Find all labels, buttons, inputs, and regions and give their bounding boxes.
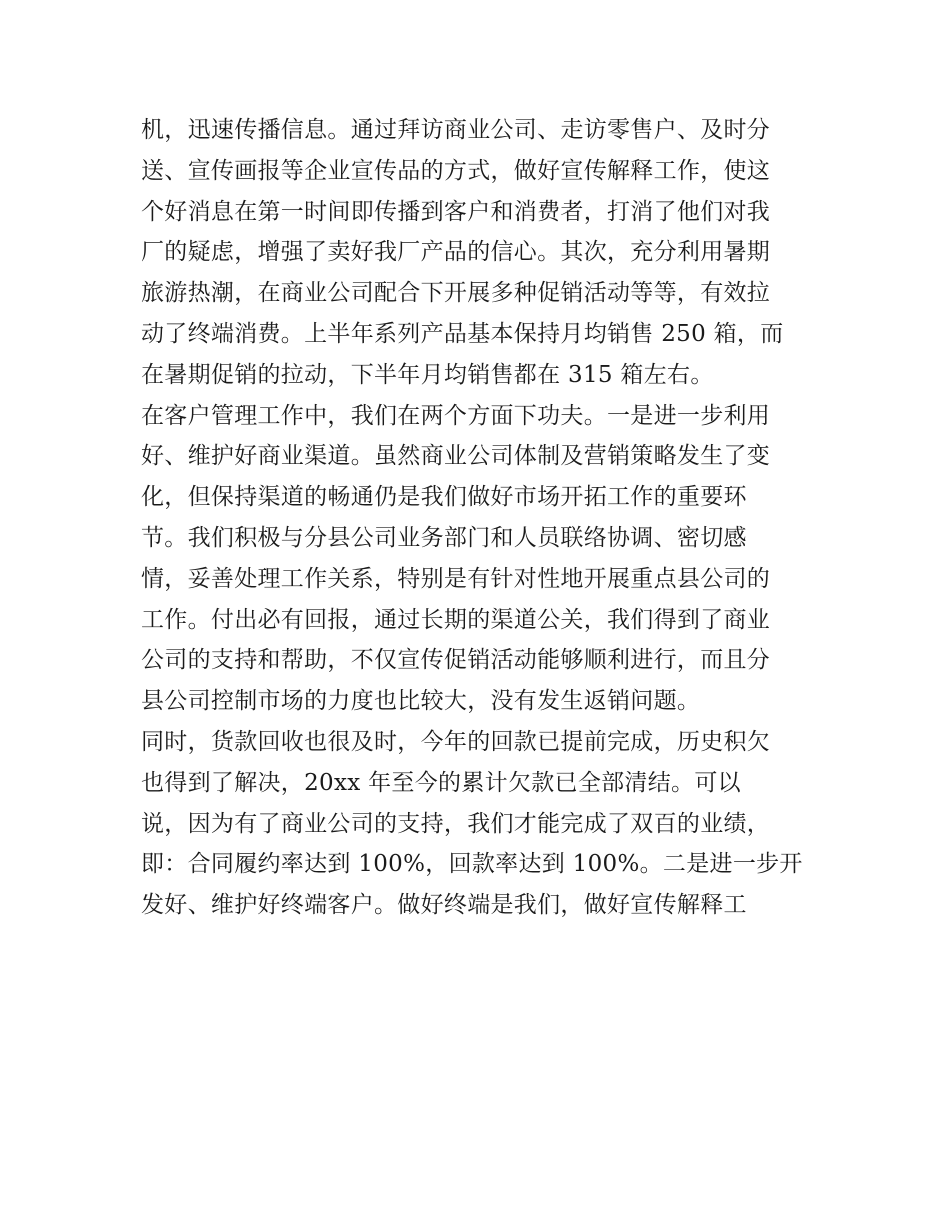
text-line: 情，妥善处理工作关系，特别是有针对性地开展重点县公司的 xyxy=(141,565,771,592)
text-line: 也得到了解决，20xx 年至今的累计欠款已全部清结。可以 xyxy=(141,769,741,796)
text-line: 好、维护好商业渠道。虽然商业公司体制及营销策略发生了变 xyxy=(141,443,771,470)
text-line: 发好、维护好终端客户。做好终端是我们，做好宣传解释工 xyxy=(141,892,747,919)
text-line: 化，但保持渠道的畅通仍是我们做好市场开拓工作的重要环 xyxy=(141,484,747,511)
text-line: 个好消息在第一时间即传播到客户和消费者，打消了他们对我 xyxy=(141,198,771,225)
text-line: 送、宣传画报等企业宣传品的方式，做好宣传解释工作，使这 xyxy=(141,157,771,184)
text-line: 在暑期促销的拉动，下半年月均销售都在 315 箱左右。 xyxy=(141,361,714,388)
text-line: 县公司控制市场的力度也比较大，没有发生返销问题。 xyxy=(141,688,701,715)
body-text xyxy=(141,110,821,926)
text-line: 厂的疑虑，增强了卖好我厂产品的信心。其次，充分利用暑期 xyxy=(141,239,771,266)
text-line: 工作。付出必有回报，通过长期的渠道公关，我们得到了商业 xyxy=(141,606,771,633)
text-line: 机，迅速传播信息。通过拜访商业公司、走访零售户、及时分 xyxy=(141,117,771,143)
text-line: 公司的支持和帮助，不仅宣传促销活动能够顺利进行，而且分 xyxy=(141,647,771,674)
text-line: 即：合同履约率达到 100%，回款率达到 100%。二是进一步开 xyxy=(141,851,803,878)
text-line: 说，因为有了商业公司的支持，我们才能完成了双百的业绩， xyxy=(141,810,771,837)
text-line: 旅游热潮，在商业公司配合下开展多种促销活动等等，有效拉 xyxy=(141,280,771,307)
text-line: 动了终端消费。上半年系列产品基本保持月均销售 250 箱，而 xyxy=(141,320,784,347)
text-line: 同时，货款回收也很及时，今年的回款已提前完成，历史积欠 xyxy=(141,728,771,755)
text-line: 节。我们积极与分县公司业务部门和人员联络协调、密切感 xyxy=(141,524,747,551)
text-line: 在客户管理工作中，我们在两个方面下功夫。一是进一步利用 xyxy=(141,402,771,429)
